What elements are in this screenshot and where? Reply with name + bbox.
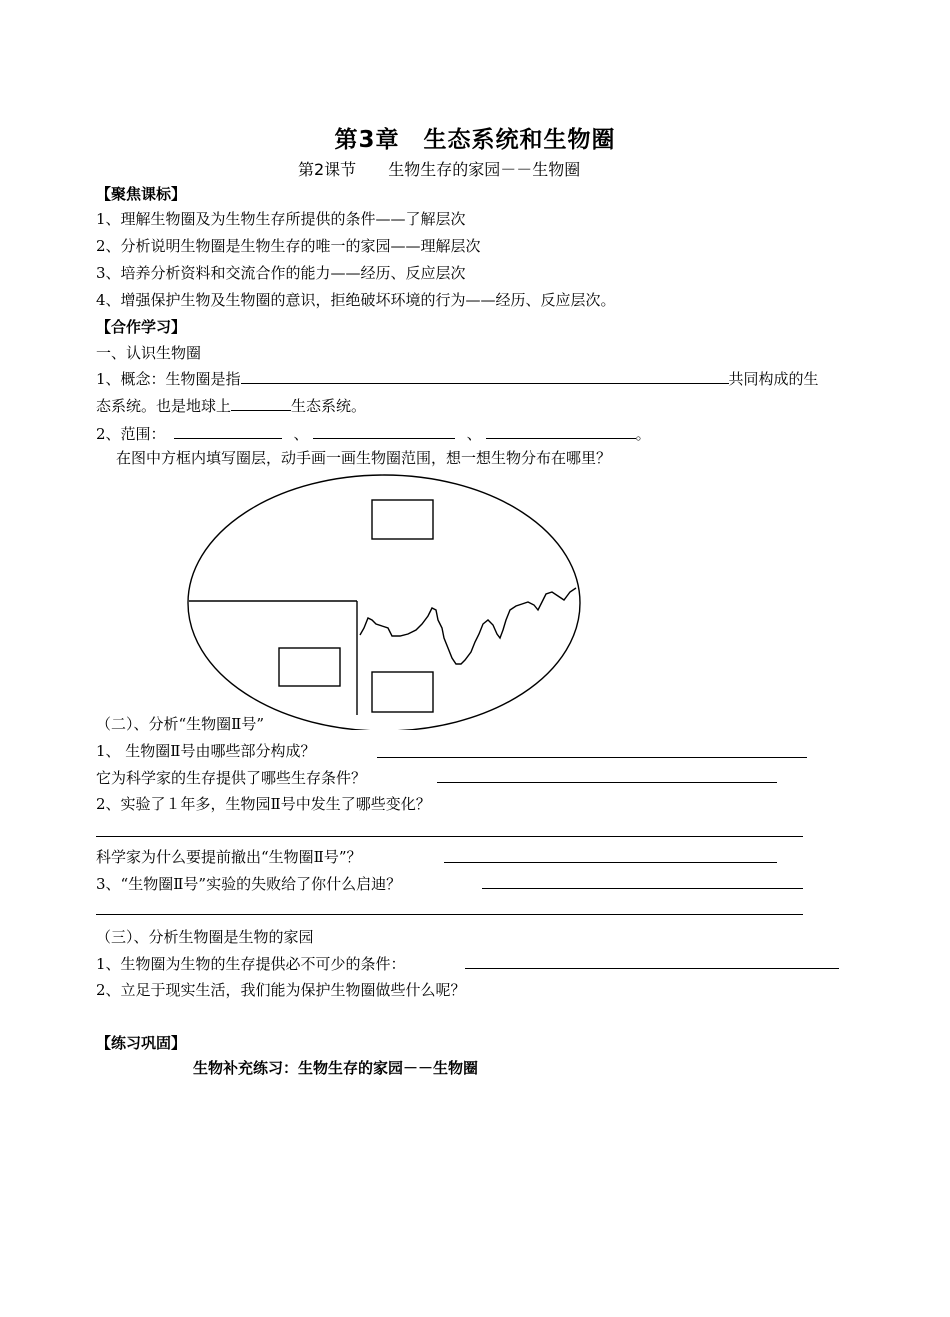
range-line (96, 423, 651, 444)
q2-answer-line[interactable] (96, 836, 803, 837)
q2b: 科学家为什么要提前撤出“生物圈Ⅱ号”？ (96, 848, 362, 866)
lithosphere-box[interactable] (372, 672, 433, 712)
range-sep-1: 、 (293, 425, 309, 443)
range-end: 。 (635, 425, 651, 443)
chapter-title: 第3章 生态系统和生物圈 (334, 127, 616, 153)
focus-heading: 【聚焦课标】 (96, 185, 187, 203)
lesson-number: 第2课节 (298, 160, 357, 179)
range-blank-3[interactable] (486, 424, 636, 439)
q5: 2、立足于现实生活，我们能为保护生物圈做些什么呢？ (96, 981, 466, 999)
cooperative-heading: 【合作学习】 (96, 318, 187, 336)
concept-line2-suffix: 生态系统。 (291, 397, 367, 415)
q4-answer-line[interactable] (465, 968, 839, 969)
range-sep-2: 、 (466, 425, 482, 443)
diagram-instruction: 在图中方框内填写圈层，动手画一画生物圈范围，想一想生物分布在哪里？ (116, 449, 612, 467)
q1b: 它为科学家的生存提供了哪些生存条件？ (96, 769, 367, 787)
q1b-answer-line[interactable] (437, 782, 777, 783)
focus-item-3: 3、培养分析资料和交流合作的能力——经历、反应层次 (96, 264, 466, 282)
focus-item-4: 4、增强保护生物及生物圈的意识，拒绝破坏环境的行为——经历、反应层次。 (96, 291, 616, 309)
lesson-subtitle (298, 157, 580, 180)
part3-title: （三）、分析生物圈是生物的家园 (96, 928, 314, 946)
q3-answer-line-1[interactable] (482, 888, 803, 889)
q4: 1、生物圈为生物的生存提供必不可少的条件： (96, 955, 406, 973)
q2: 2、实验了１年多，生物园Ⅱ号中发生了哪些变化？ (96, 795, 431, 813)
concept-blank-1[interactable] (241, 369, 729, 384)
atmosphere-box[interactable] (372, 500, 433, 539)
q2b-answer-line[interactable] (444, 862, 777, 863)
q3: 3、“生物圈Ⅱ号”实验的失败给了你什么启迪？ (96, 875, 402, 893)
biosphere-ellipse (188, 475, 580, 730)
range-prefix: 2、范围： (96, 425, 166, 443)
concept-line-2 (96, 395, 366, 416)
practice-heading: 【练习巩固】 (96, 1034, 187, 1052)
focus-item-2: 2、分析说明生物圈是生物生存的唯一的家园——理解层次 (96, 237, 481, 255)
range-blank-1[interactable] (174, 424, 282, 439)
part1-title: 一、认识生物圈 (96, 344, 202, 362)
concept-suffix: 共同构成的生 (728, 370, 819, 388)
land-surface-line (360, 588, 576, 664)
range-blank-2[interactable] (313, 424, 455, 439)
q1: 1、 生物圈Ⅱ号由哪些部分构成？ (96, 742, 316, 760)
practice-title: 生物补充练习：生物生存的家园－－生物圈 (193, 1059, 479, 1077)
q3-answer-line-2[interactable] (96, 914, 803, 915)
focus-item-1: 1、理解生物圈及为生物生存所提供的条件——了解层次 (96, 210, 466, 228)
part2-title: （二）、分析“生物圈Ⅱ号” (96, 715, 265, 733)
concept-line2-prefix: 态系统。也是地球上 (96, 397, 232, 415)
concept-line-1 (96, 368, 819, 389)
hydrosphere-box[interactable] (279, 648, 340, 686)
lesson-title: 生物生存的家园－－生物圈 (388, 160, 581, 179)
q1-answer-line[interactable] (377, 757, 807, 758)
concept-prefix: 1、概念：生物圈是指 (96, 370, 241, 388)
biosphere-diagram (180, 470, 600, 730)
concept-blank-2[interactable] (231, 396, 291, 411)
